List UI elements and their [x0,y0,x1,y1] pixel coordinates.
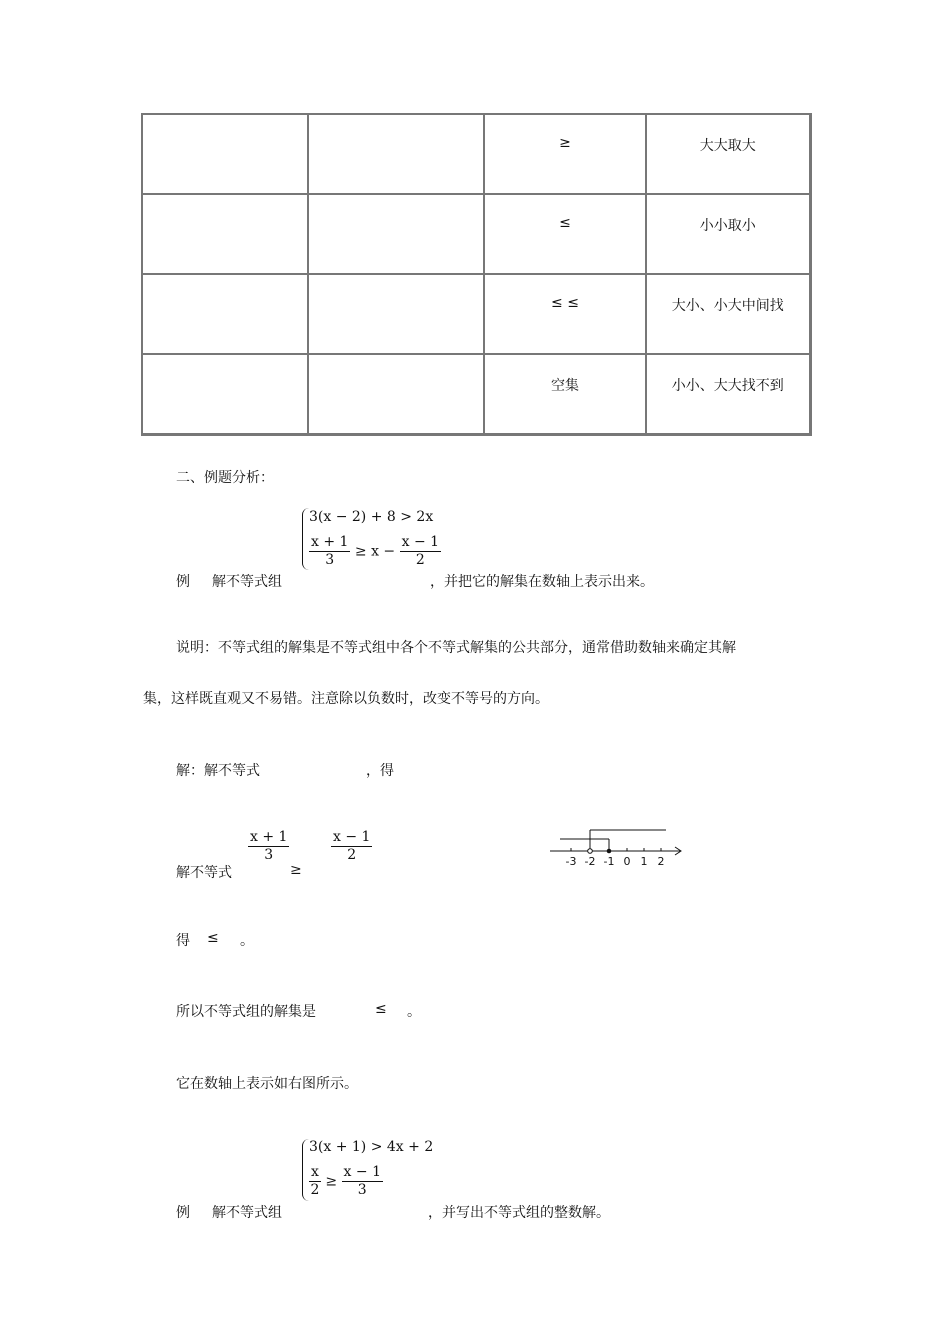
table-cell: ≤ [484,194,646,274]
solve2-text: 解不等式 [176,865,232,881]
solve2-frac2 [331,829,372,864]
example1-label: 例 [176,574,190,590]
table-cell [308,274,484,354]
example1-eq1: 3(x − 2) + 8 > 2x [309,509,434,525]
result1-b: ≤ [207,930,219,946]
tick-label: -3 [565,855,577,868]
table-row [142,274,810,354]
tick-label: -1 [603,855,615,868]
table-cell [308,114,484,194]
table-cell: 空集 [484,354,646,435]
section-title: 二、例题分析： [176,470,274,486]
solve2-frac1 [248,829,289,864]
rules-table [141,113,812,436]
table-cell: ≥ [484,114,646,194]
result2-c: 。 [407,1004,421,1020]
closed-point-icon [607,849,612,854]
result2-a: 所以不等式组的解集是 [176,1004,316,1020]
table-cell: 小小、大大找不到 [646,354,810,435]
brace-icon [302,508,309,570]
tick-label: 1 [640,855,648,868]
example2-eq2: $\frac{x}{2}$ ≥ $\frac{x - 1}{3}$ [310,1164,381,1198]
table-cell [142,274,308,354]
tick-label: -2 [584,855,596,868]
table-row [142,194,810,274]
table-cell: ≤ ≤ [484,274,646,354]
example1-prompt: 解不等式组 [212,574,282,590]
table-row [142,114,810,194]
example2-prompt: 解不等式组 [212,1205,282,1221]
table-cell [142,194,308,274]
result1-a: 得 [176,933,190,949]
example2-tail: ，并写出不等式组的整数解。 [428,1205,610,1221]
table-row [142,354,810,435]
solve1-tail: ，得 [366,763,394,779]
note-line-2: 集，这样既直观又不易错。注意除以负数时，改变不等号的方向。 [143,691,549,707]
solve2-op: ≥ [290,862,302,878]
example1-eq2: $\frac{x + 1}{3}$ ≥ x − $\frac{x - 1}{2}$ [311,534,440,568]
tick-label: 2 [657,855,665,868]
fraction: $\frac{x - 1}{2}$ [333,829,371,863]
table-cell: 大大取大 [646,114,810,194]
result1-c: 。 [240,933,254,949]
fraction: $\frac{x - 1}{2}$ [401,534,440,568]
solve1-text: 解：解不等式 [176,763,260,779]
fraction: $\frac{x + 1}{3}$ [250,829,288,863]
number-line [548,822,688,870]
table-cell [142,354,308,435]
fraction: $\frac{x - 1}{3}$ [343,1164,381,1198]
fraction: $\frac{x}{2}$ [310,1164,320,1198]
note-line-1: 说明：不等式组的解集是不等式组中各个不等式解集的公共部分，通常借助数轴来确定其解 [176,640,736,656]
table-cell [308,194,484,274]
example2-label: 例 [176,1205,190,1221]
open-point-icon [588,849,593,854]
table-cell [308,354,484,435]
table-cell: 小小取小 [646,194,810,274]
example2-eq1: 3(x + 1) > 4x + 2 [309,1139,434,1155]
table-cell: 大小、小大中间找 [646,274,810,354]
fraction: $\frac{x + 1}{3}$ [311,534,349,568]
brace-icon [302,1139,309,1201]
example1-tail: ，并把它的解集在数轴上表示出来。 [430,574,654,590]
result2-b: ≤ [375,1001,387,1017]
axis-note: 它在数轴上表示如右图所示。 [176,1076,358,1092]
tick-label: 0 [623,855,631,868]
table-cell [142,114,308,194]
